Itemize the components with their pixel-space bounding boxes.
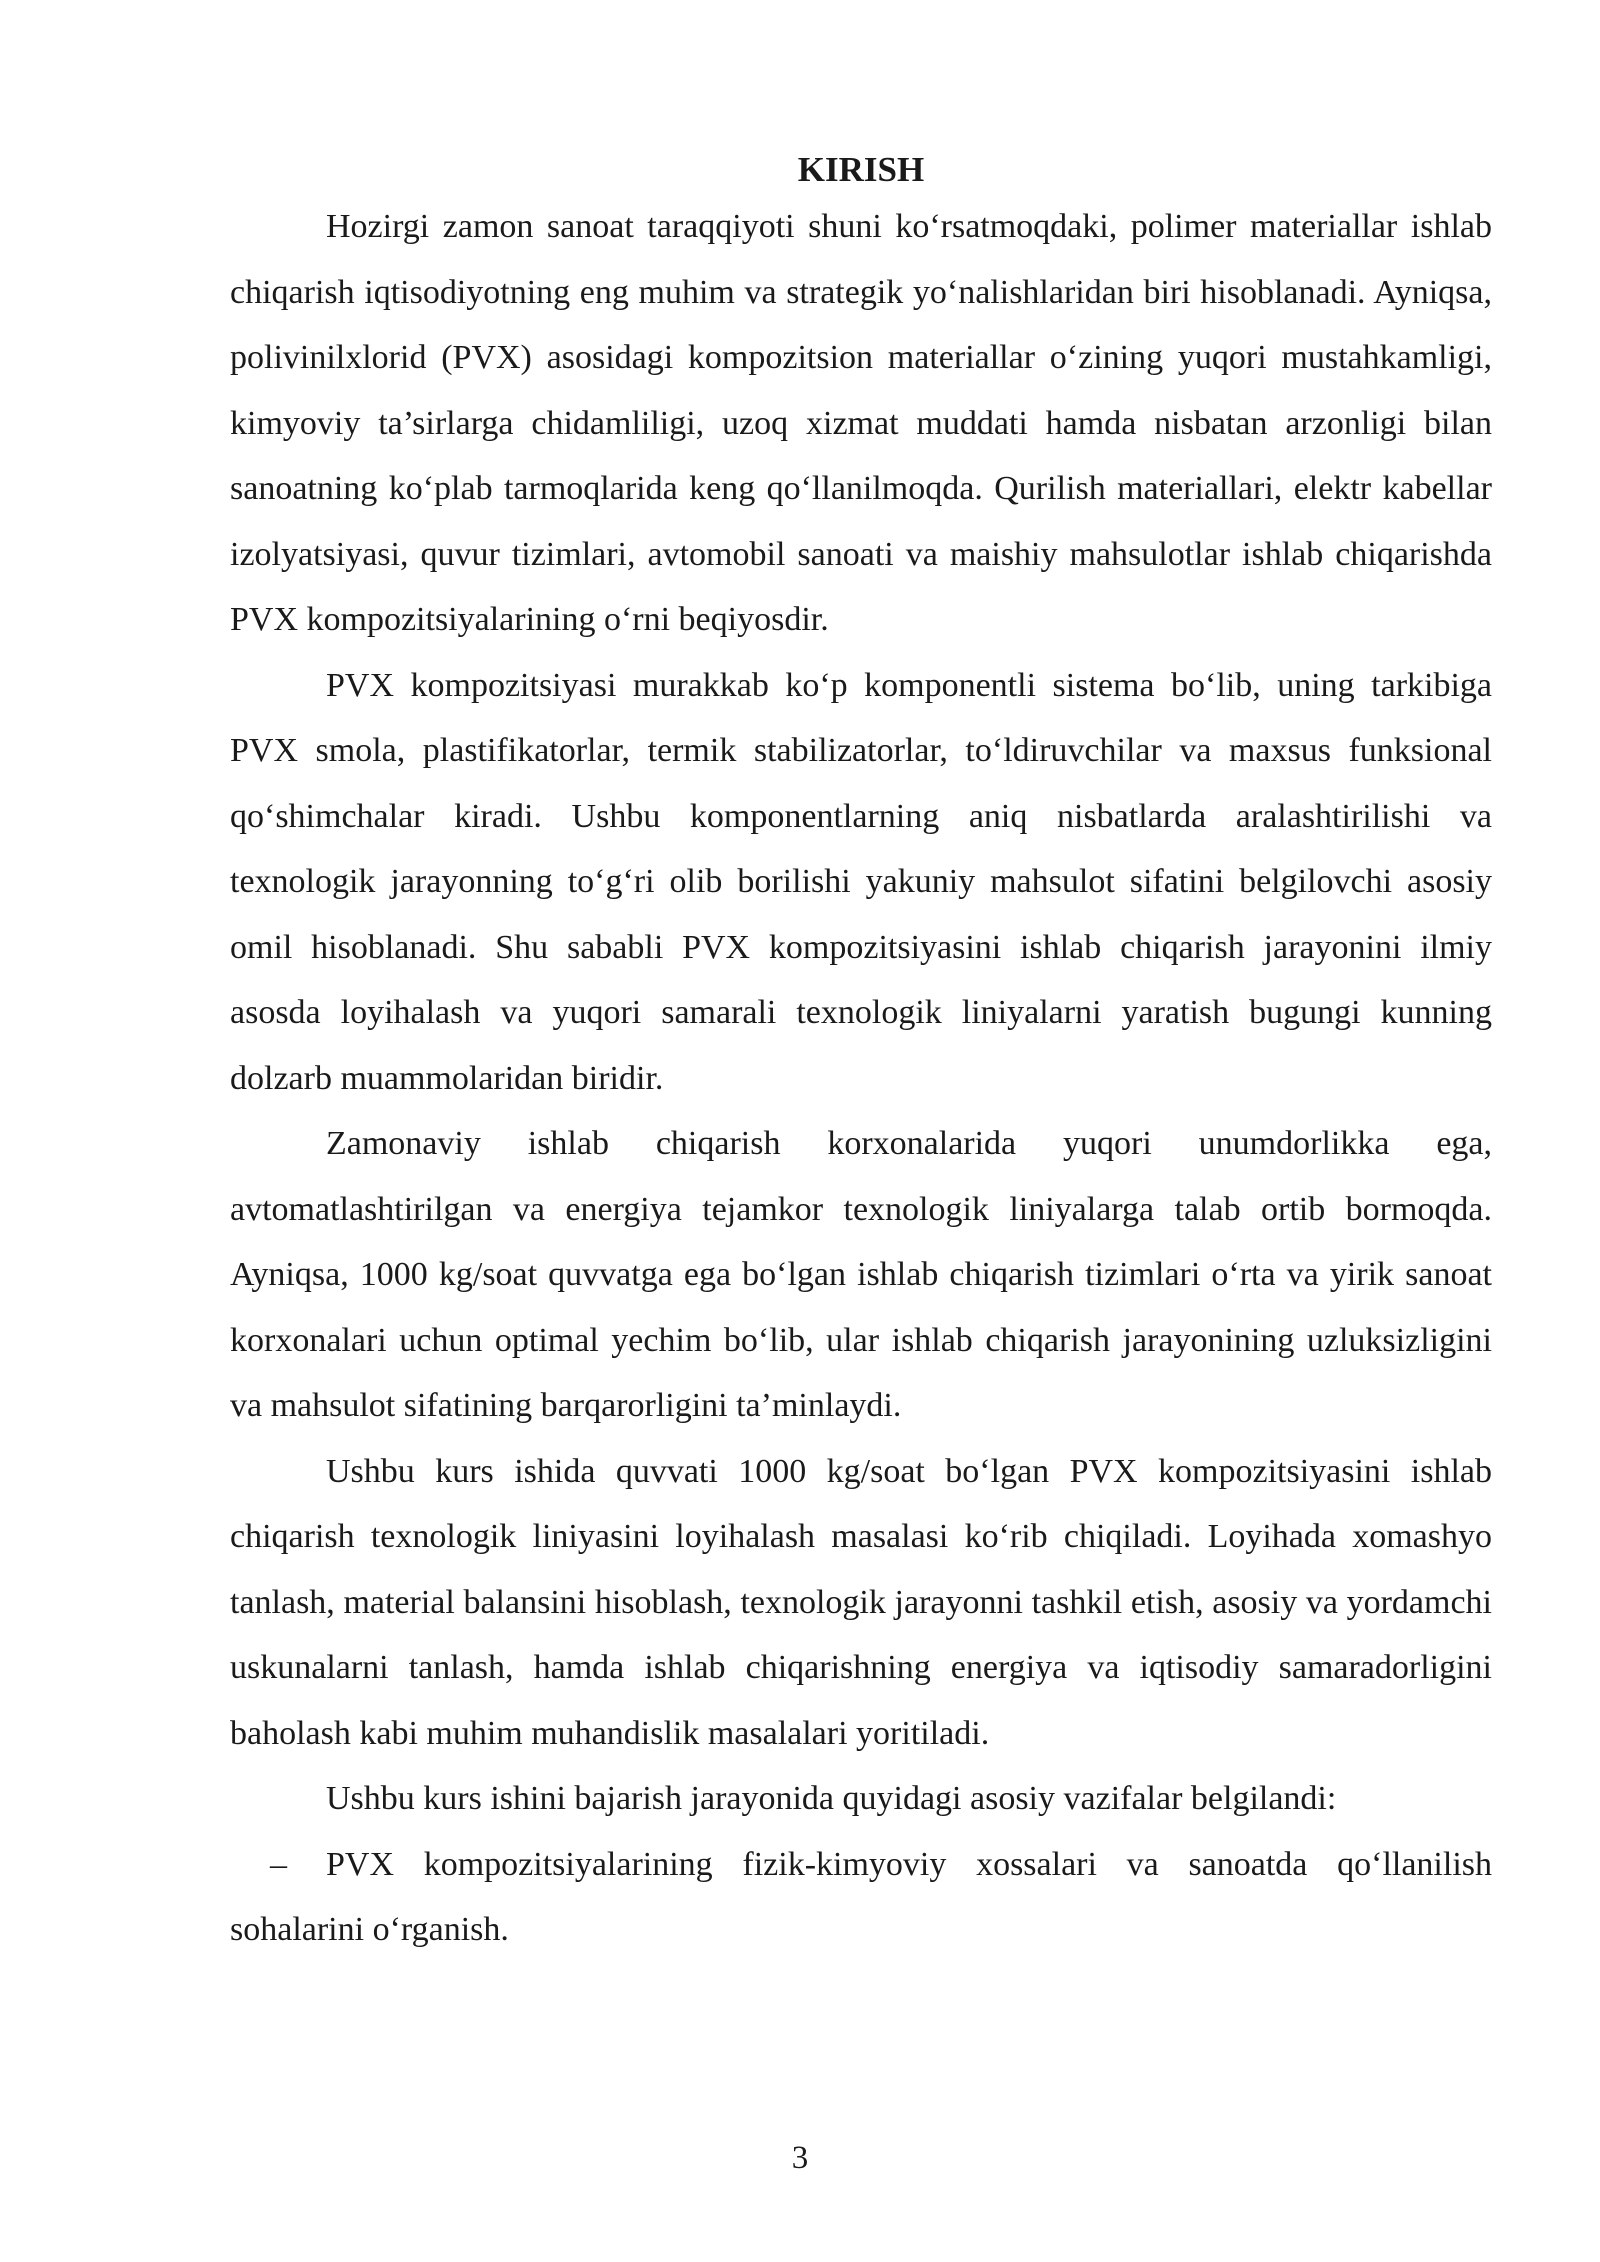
- page-number: 3: [791, 2140, 809, 2176]
- list-item: [230, 1832, 1492, 1963]
- paragraph-4: Ushbu kurs ishida quvvati 1000 kg/soat bo‘lgan PVX kompozitsiyasini ishlab chiqarish texnologik liniyasini loyihalash masalasi ko‘rib chiqiladi. Loyihada xomashyo tanlash, material balansini hisoblash, texnologik jarayonni tashkil etish, asosiy va yordamchi uskunalarni tanlash, hamda ishlab chiqarishning energiya va iqtisodiy samaradorligini baholash kabi muhim muhandislik masalalari yoritiladi.: [230, 1452, 1492, 1752]
- paragraph-3: Zamonaviy ishlab chiqarish korxonalarida yuqori unumdorlikka ega, avtomatlashtirilgan va energiya tejamkor texnologik liniyalarga talab ortib bormoqda. Ayniqsa, 1000 kg/soat quvvatga ega bo‘lgan ishlab chiqarish tizimlari o‘rta va yirik sanoat korxonalari uchun optimal yechim bo‘lib, ular ishlab chiqarish jarayonining uzluksizligini va mahsulot sifatining barqarorligini ta’minlaydi.: [230, 1125, 1492, 1424]
- paragraph-5: Ushbu kurs ishini bajarish jarayonida quyidagi asosiy vazifalar belgilandi:: [326, 1780, 1337, 1817]
- document-page: [230, 150, 1492, 1963]
- paragraph-1: Hozirgi zamon sanoat taraqqiyoti shuni ko‘rsatmoqdaki, polimer materiallar ishlab chiqarish iqtisodiyotning eng muhim va strategik yo‘nalishlaridan biri hisoblanadi. Ayniqsa, polivinilxlorid (PVX) asosidagi kompozitsion materiallar o‘zining yuqori mustahkamligi, kimyoviy ta’sirlarga chidamliligi, uzoq xizmat muddati hamda nisbatan arzonligi bilan sanoatning ko‘plab tarmoqlarida keng qo‘llanilmoqda. Qurilish materiallari, elektr kabellar izolyatsiyasi, quvur tizimlari, avtomobil sanoati va maishiy mahsulotlar ishlab chiqarishda PVX kompozitsiyalarining o‘rni beqiyosdir.: [230, 208, 1492, 638]
- paragraph-2: PVX kompozitsiyasi murakkab ko‘p komponentli sistema bo‘lib, uning tarkibiga PVX smola, plastifikatorlar, termik stabilizatorlar, to‘ldiruvchilar va maxsus funksional qo‘shimchalar kiradi. Ushbu komponentlarning aniq nisbatlarda aralashtirilishi va texnologik jarayonning to‘g‘ri olib borilishi yakuniy mahsulot sifatini belgilovchi asosiy omil hisoblanadi. Shu sababli PVX kompozitsiyasini ishlab chiqarish jarayonini ilmiy asosda loyihalash va yuqori samarali texnologik liniyalarni yaratish bugungi kunning dolzarb muammolaridan biridir.: [230, 666, 1492, 1097]
- list-marker: –: [270, 1845, 287, 1883]
- list-item-text: PVX kompozitsiyalarining fizik-kimyoviy xossalari va sanoatda qo‘llanilish sohalarini o‘rganish.: [230, 1845, 1492, 1948]
- section-title: KIRISH: [797, 150, 925, 189]
